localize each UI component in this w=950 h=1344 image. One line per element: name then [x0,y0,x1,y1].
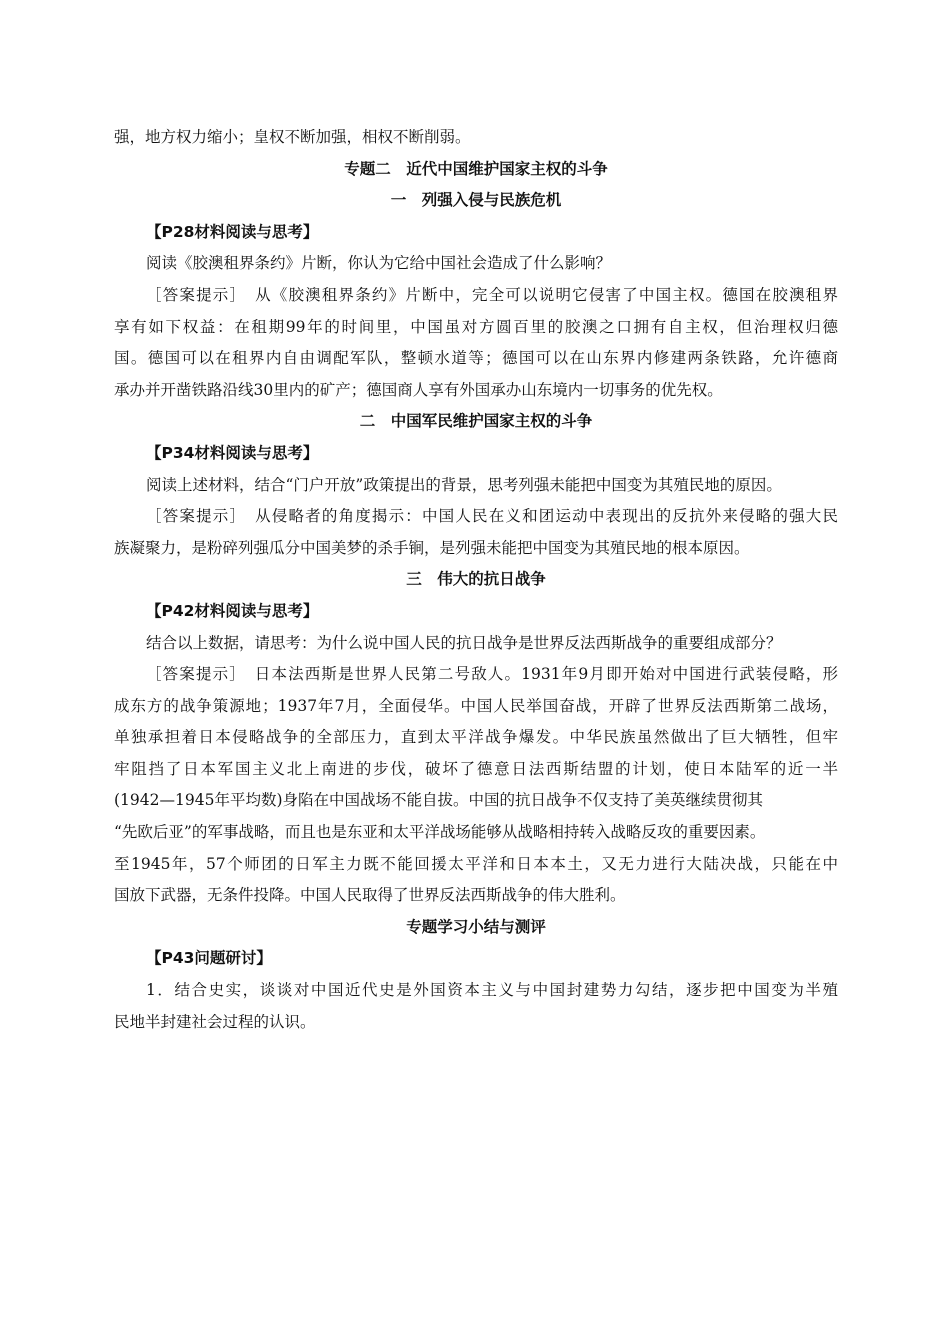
section-heading: 三 伟大的抗日战争 [406,570,546,589]
answer-line: (1942—1945年平均数)身陷在中国战场不能自拔。中国的抗日战争不仅支持了美英继续贯彻其 [114,791,763,810]
answer-line: 至1945年，57个师团的日军主力既不能回援太平洋和日本本土，又无力进行大陆决战，只能在中 [114,854,838,873]
answer-line: 享有如下权益：在租期99年的时间里，中国虽对方圆百里的胶澳之口拥有自主权，但治理权归德 [114,317,838,336]
topic-heading: 专题二 近代中国维护国家主权的斗争 [344,159,608,178]
answer-line: 国放下武器，无条件投降。中国人民取得了世界反法西斯战争的伟大胜利。 [114,886,626,905]
question-line: 1．结合史实，谈谈对中国近代史是外国资本主义与中国封建势力勾结，逐步把中国变为半殖 [146,981,838,1000]
answer-line: 成东方的战争策源地；1937年7月，全面侵华。中国人民举国奋战，开辟了世界反法西斯第二战场， [114,696,838,715]
answer-line: ［答案提示］ 从《胶澳租界条约》片断中，完全可以说明它侵害了中国主权。德国在胶澳租界 [146,285,838,304]
answer-line: 承办并开凿铁路沿线30里内的矿产；德国商人享有外国承办山东境内一切事务的优先权。 [114,380,723,399]
subsection-label: 【P34材料阅读与思考】 [146,443,319,462]
answer-line: 族凝聚力，是粉碎列强瓜分中国美梦的杀手锏，是列强未能把中国变为其殖民地的根本原因。 [114,538,750,557]
question-line: 阅读上述材料，结合“门户开放”政策提出的背景，思考列强未能把中国变为其殖民地的原因。 [146,475,782,494]
question-line: 阅读《胶澳租界条约》片断，你认为它给中国社会造成了什么影响？ [146,254,612,273]
answer-line: ［答案提示］ 日本法西斯是世界人民第二号敌人。1931年9月即开始对中国进行武装侵略，形 [146,665,838,684]
section-heading: 专题学习小结与测评 [406,917,546,936]
subsection-label: 【P42材料阅读与思考】 [146,601,319,620]
subsection-label: 【P28材料阅读与思考】 [146,222,319,241]
paragraph-line: 强，地方权力缩小；皇权不断加强，相权不断削弱。 [114,128,471,146]
answer-line: “先欧后亚”的军事战略，而且也是东亚和太平洋战场能够从战略相持转入战略反攻的重要因素。 [114,823,766,842]
answer-line: 单独承担着日本侵略战争的全部压力，直到太平洋战争爆发。中华民族虽然做出了巨大牺牲，但牢 [114,728,838,747]
answer-line: 国。德国可以在租界内自由调配军队，整顿水道等；德国可以在山东界内修建两条铁路，允许德商 [114,349,838,368]
subsection-label: 【P43问题研讨】 [146,949,272,968]
answer-line: ［答案提示］ 从侵略者的角度揭示：中国人民在义和团运动中表现出的反抗外来侵略的强大民 [146,507,838,526]
question-line: 民地半封建社会过程的认识。 [114,1012,316,1031]
document-page [114,122,838,1038]
section-heading: 一 列强入侵与民族危机 [390,191,562,210]
question-line: 结合以上数据，请思考：为什么说中国人民的抗日战争是世界反法西斯战争的重要组成部分？ [146,633,782,652]
answer-line: 牢阻挡了日本军国主义北上南进的步伐，破坏了德意日法西斯结盟的计划，使日本陆军的近一半 [114,759,838,778]
section-heading: 二 中国军民维护国家主权的斗争 [359,412,593,431]
